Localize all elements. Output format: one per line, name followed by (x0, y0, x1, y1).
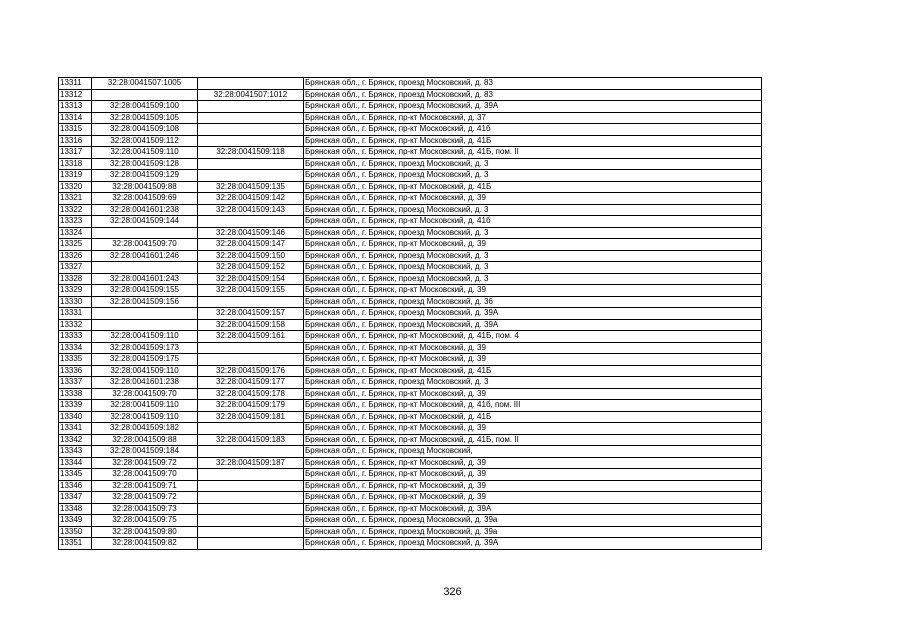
linked-cadastral-number-cell: 32:28:0041509:118 (198, 147, 304, 159)
row-number-cell: 13315 (59, 124, 92, 136)
table-row (59, 400, 762, 412)
cadastral-number-cell: 32:28:0041509:80 (92, 526, 198, 538)
address-cell: Брянская обл., г. Брянск, пр-кт Московский, д. 39 (304, 285, 762, 297)
address-cell: Брянская обл., г. Брянск, проезд Московский, д. 3 (304, 262, 762, 274)
cadastral-number-cell: 32:28:0041509:70 (92, 469, 198, 481)
linked-cadastral-number-cell: 32:28:0041509:183 (198, 434, 304, 446)
address-cell: Брянская обл., г. Брянск, проезд Московский, д. 39А (304, 319, 762, 331)
row-number-cell: 13321 (59, 193, 92, 205)
cadastral-number-cell: 32:28:0041601:238 (92, 377, 198, 389)
cadastral-number-cell: 32:28:0041509:156 (92, 296, 198, 308)
address-cell: Брянская обл., г. Брянск, пр-кт Московский, д. 41Б (304, 135, 762, 147)
address-cell: Брянская обл., г. Брянск, проезд Московский, д. 39а (304, 526, 762, 538)
linked-cadastral-number-cell: 32:28:0041507:1012 (198, 89, 304, 101)
address-cell: Брянская обл., г. Брянск, проезд Московский, д. 39А (304, 101, 762, 113)
table-row (59, 388, 762, 400)
table-row (59, 377, 762, 389)
table-row (59, 239, 762, 251)
row-number-cell: 13314 (59, 112, 92, 124)
page-number: 326 (443, 586, 462, 598)
address-cell: Брянская обл., г. Брянск, пр-кт Московский, д. 39 (304, 469, 762, 481)
cadastral-number-cell: 32:28:0041509:70 (92, 239, 198, 251)
cadastral-number-cell: 32:28:0041509:129 (92, 170, 198, 182)
row-number-cell: 13329 (59, 285, 92, 297)
linked-cadastral-number-cell (198, 538, 304, 550)
address-cell: Брянская обл., г. Брянск, пр-кт Московский, д. 39 (304, 388, 762, 400)
linked-cadastral-number-cell: 32:28:0041509:179 (198, 400, 304, 412)
table-row (59, 515, 762, 527)
cadastral-number-cell: 32:28:0041509:71 (92, 480, 198, 492)
cadastral-number-cell: 32:28:0041509:128 (92, 158, 198, 170)
table-row (59, 319, 762, 331)
linked-cadastral-number-cell: 32:28:0041509:150 (198, 250, 304, 262)
row-number-cell: 13316 (59, 135, 92, 147)
linked-cadastral-number-cell (198, 124, 304, 136)
linked-cadastral-number-cell (198, 78, 304, 90)
address-cell: Брянская обл., г. Брянск, проезд Московский, д. 83 (304, 89, 762, 101)
linked-cadastral-number-cell: 32:28:0041509:177 (198, 377, 304, 389)
cadastral-number-cell: 32:28:0041509:108 (92, 124, 198, 136)
table-row (59, 262, 762, 274)
row-number-cell: 13337 (59, 377, 92, 389)
linked-cadastral-number-cell (198, 296, 304, 308)
table-row (59, 147, 762, 159)
table-row (59, 78, 762, 90)
cadastral-number-cell: 32:28:0041601:246 (92, 250, 198, 262)
registry-table (58, 77, 762, 550)
linked-cadastral-number-cell: 32:28:0041509:152 (198, 262, 304, 274)
linked-cadastral-number-cell: 32:28:0041509:155 (198, 285, 304, 297)
address-cell: Брянская обл., г. Брянск, проезд Московский, д. 39А (304, 308, 762, 320)
row-number-cell: 13322 (59, 204, 92, 216)
linked-cadastral-number-cell: 32:28:0041509:176 (198, 365, 304, 377)
address-cell: Брянская обл., г. Брянск, пр-кт Московский, д. 39 (304, 457, 762, 469)
address-cell: Брянская обл., г. Брянск, пр-кт Московский, д. 39А (304, 503, 762, 515)
table-row (59, 124, 762, 136)
table-row (59, 480, 762, 492)
cadastral-number-cell: 32:28:0041509:69 (92, 193, 198, 205)
table-row (59, 503, 762, 515)
address-cell: Брянская обл., г. Брянск, проезд Московский, д. 39А (304, 538, 762, 550)
linked-cadastral-number-cell (198, 101, 304, 113)
table-row (59, 331, 762, 343)
address-cell: Брянская обл., г. Брянск, проезд Московский, д. 39а (304, 515, 762, 527)
row-number-cell: 13351 (59, 538, 92, 550)
cadastral-number-cell: 32:28:0041509:112 (92, 135, 198, 147)
row-number-cell: 13349 (59, 515, 92, 527)
linked-cadastral-number-cell (198, 158, 304, 170)
row-number-cell: 13332 (59, 319, 92, 331)
linked-cadastral-number-cell: 32:28:0041509:135 (198, 181, 304, 193)
cadastral-number-cell: 32:28:0041509:72 (92, 457, 198, 469)
table-row (59, 273, 762, 285)
address-cell: Брянская обл., г. Брянск, проезд Московский, д. 3 (304, 170, 762, 182)
address-cell: Брянская обл., г. Брянск, пр-кт Московский, д. 39 (304, 193, 762, 205)
table-row (59, 365, 762, 377)
cadastral-number-cell: 32:28:0041507:1005 (92, 78, 198, 90)
linked-cadastral-number-cell (198, 354, 304, 366)
linked-cadastral-number-cell: 32:28:0041509:187 (198, 457, 304, 469)
cadastral-number-cell (92, 89, 198, 101)
linked-cadastral-number-cell (198, 492, 304, 504)
linked-cadastral-number-cell: 32:28:0041509:146 (198, 227, 304, 239)
linked-cadastral-number-cell (198, 135, 304, 147)
row-number-cell: 13326 (59, 250, 92, 262)
cadastral-number-cell: 32:28:0041509:75 (92, 515, 198, 527)
row-number-cell: 13311 (59, 78, 92, 90)
table-row (59, 112, 762, 124)
cadastral-number-cell: 32:28:0041509:72 (92, 492, 198, 504)
cadastral-number-cell: 32:28:0041509:110 (92, 331, 198, 343)
table-row (59, 538, 762, 550)
cadastral-number-cell: 32:28:0041509:155 (92, 285, 198, 297)
cadastral-number-cell: 32:28:0041509:88 (92, 181, 198, 193)
cadastral-number-cell: 32:28:0041509:182 (92, 423, 198, 435)
address-cell: Брянская обл., г. Брянск, пр-кт Московский, д. 39 (304, 480, 762, 492)
address-cell: Брянская обл., г. Брянск, пр-кт Московский, д. 39 (304, 492, 762, 504)
address-cell: Брянская обл., г. Брянск, пр-кт Московский, д. 39 (304, 423, 762, 435)
row-number-cell: 13319 (59, 170, 92, 182)
table-row (59, 446, 762, 458)
table-row (59, 354, 762, 366)
row-number-cell: 13324 (59, 227, 92, 239)
address-cell: Брянская обл., г. Брянск, пр-кт Московский, д. 41б (304, 124, 762, 136)
cadastral-number-cell (92, 319, 198, 331)
cadastral-number-cell (92, 262, 198, 274)
linked-cadastral-number-cell (198, 216, 304, 228)
row-number-cell: 13345 (59, 469, 92, 481)
table-row (59, 204, 762, 216)
row-number-cell: 13340 (59, 411, 92, 423)
address-cell: Брянская обл., г. Брянск, пр-кт Московский, д. 41Б (304, 181, 762, 193)
row-number-cell: 13339 (59, 400, 92, 412)
row-number-cell: 13348 (59, 503, 92, 515)
linked-cadastral-number-cell (198, 423, 304, 435)
cadastral-number-cell: 32:28:0041509:110 (92, 147, 198, 159)
table-row (59, 101, 762, 113)
linked-cadastral-number-cell: 32:28:0041509:143 (198, 204, 304, 216)
table-row (59, 457, 762, 469)
row-number-cell: 13343 (59, 446, 92, 458)
cadastral-number-cell (92, 227, 198, 239)
linked-cadastral-number-cell: 32:28:0041509:178 (198, 388, 304, 400)
cadastral-number-cell: 32:28:0041509:73 (92, 503, 198, 515)
cadastral-number-cell: 32:28:0041601:238 (92, 204, 198, 216)
address-cell: Брянская обл., г. Брянск, проезд Московский, д. 3 (304, 158, 762, 170)
row-number-cell: 13330 (59, 296, 92, 308)
table-row (59, 135, 762, 147)
linked-cadastral-number-cell: 32:28:0041509:157 (198, 308, 304, 320)
cadastral-number-cell: 32:28:0041509:110 (92, 400, 198, 412)
row-number-cell: 13342 (59, 434, 92, 446)
table-row (59, 216, 762, 228)
table-row (59, 423, 762, 435)
row-number-cell: 13336 (59, 365, 92, 377)
table-row (59, 89, 762, 101)
address-cell: Брянская обл., г. Брянск, пр-кт Московский, д. 41Б (304, 365, 762, 377)
cadastral-number-cell: 32:28:0041509:110 (92, 411, 198, 423)
row-number-cell: 13320 (59, 181, 92, 193)
cadastral-number-cell: 32:28:0041509:173 (92, 342, 198, 354)
row-number-cell: 13327 (59, 262, 92, 274)
row-number-cell: 13335 (59, 354, 92, 366)
table-row (59, 158, 762, 170)
row-number-cell: 13334 (59, 342, 92, 354)
linked-cadastral-number-cell (198, 526, 304, 538)
cadastral-number-cell: 32:28:0041509:184 (92, 446, 198, 458)
table-row (59, 308, 762, 320)
linked-cadastral-number-cell (198, 170, 304, 182)
address-cell: Брянская обл., г. Брянск, пр-кт Московский, д. 41Б, пом. II (304, 147, 762, 159)
address-cell: Брянская обл., г. Брянск, проезд Московский, д. 3 (304, 377, 762, 389)
linked-cadastral-number-cell (198, 515, 304, 527)
cadastral-number-cell: 32:28:0041509:70 (92, 388, 198, 400)
linked-cadastral-number-cell (198, 446, 304, 458)
linked-cadastral-number-cell (198, 503, 304, 515)
table-row (59, 250, 762, 262)
address-cell: Брянская обл., г. Брянск, пр-кт Московский, д. 41Б (304, 411, 762, 423)
row-number-cell: 13328 (59, 273, 92, 285)
address-cell: Брянская обл., г. Брянск, проезд Московский, д. 3 (304, 227, 762, 239)
row-number-cell: 13347 (59, 492, 92, 504)
table-row (59, 227, 762, 239)
cadastral-number-cell: 32:28:0041509:100 (92, 101, 198, 113)
row-number-cell: 13346 (59, 480, 92, 492)
address-cell: Брянская обл., г. Брянск, проезд Московский, д. 3 (304, 250, 762, 262)
address-cell: Брянская обл., г. Брянск, пр-кт Московский, д. 39 (304, 354, 762, 366)
address-cell: Брянская обл., г. Брянск, проезд Московский, д. 36 (304, 296, 762, 308)
address-cell: Брянская обл., г. Брянск, проезд Московский, д. 83 (304, 78, 762, 90)
table-row (59, 181, 762, 193)
table-row (59, 285, 762, 297)
linked-cadastral-number-cell (198, 480, 304, 492)
linked-cadastral-number-cell: 32:28:0041509:147 (198, 239, 304, 251)
linked-cadastral-number-cell: 32:28:0041509:158 (198, 319, 304, 331)
linked-cadastral-number-cell (198, 112, 304, 124)
row-number-cell: 13344 (59, 457, 92, 469)
row-number-cell: 13333 (59, 331, 92, 343)
cadastral-number-cell: 32:28:0041509:175 (92, 354, 198, 366)
table-row (59, 492, 762, 504)
table-row (59, 193, 762, 205)
linked-cadastral-number-cell: 32:28:0041509:181 (198, 411, 304, 423)
cadastral-number-cell: 32:28:0041509:88 (92, 434, 198, 446)
linked-cadastral-number-cell: 32:28:0041509:161 (198, 331, 304, 343)
table-row (59, 170, 762, 182)
address-cell: Брянская обл., г. Брянск, пр-кт Московский, д. 41Б, пом. 4 (304, 331, 762, 343)
cadastral-number-cell: 32:28:0041601:243 (92, 273, 198, 285)
address-cell: Брянская обл., г. Брянск, пр-кт Московский, д. 41б, пом. III (304, 400, 762, 412)
address-cell: Брянская обл., г. Брянск, проезд Московский, д. 3 (304, 273, 762, 285)
address-cell: Брянская обл., г. Брянск, пр-кт Московский, д. 41б (304, 216, 762, 228)
row-number-cell: 13331 (59, 308, 92, 320)
row-number-cell: 13313 (59, 101, 92, 113)
table-row (59, 434, 762, 446)
table-row (59, 526, 762, 538)
row-number-cell: 13318 (59, 158, 92, 170)
row-number-cell: 13325 (59, 239, 92, 251)
cadastral-number-cell: 32:28:0041509:110 (92, 365, 198, 377)
table-row (59, 411, 762, 423)
cadastral-number-cell: 32:28:0041509:82 (92, 538, 198, 550)
address-cell: Брянская обл., г. Брянск, пр-кт Московский, д. 39 (304, 342, 762, 354)
address-cell: Брянская обл., г. Брянск, пр-кт Московский, д. 41Б, пом. II (304, 434, 762, 446)
linked-cadastral-number-cell: 32:28:0041509:142 (198, 193, 304, 205)
cadastral-number-cell: 32:28:0041509:105 (92, 112, 198, 124)
linked-cadastral-number-cell (198, 469, 304, 481)
row-number-cell: 13317 (59, 147, 92, 159)
row-number-cell: 13341 (59, 423, 92, 435)
table-row (59, 342, 762, 354)
linked-cadastral-number-cell (198, 342, 304, 354)
address-cell: Брянская обл., г. Брянск, проезд Московский, д. 3 (304, 204, 762, 216)
row-number-cell: 13350 (59, 526, 92, 538)
table-row (59, 469, 762, 481)
address-cell: Брянская обл., г. Брянск, пр-кт Московский, д. 37 (304, 112, 762, 124)
table-body (59, 78, 762, 550)
address-cell: Брянская обл., г. Брянск, пр-кт Московский, д. 39 (304, 239, 762, 251)
cadastral-number-cell: 32:28:0041509:144 (92, 216, 198, 228)
address-cell: Брянская обл., г. Брянск, проезд Московский, (304, 446, 762, 458)
linked-cadastral-number-cell: 32:28:0041509:154 (198, 273, 304, 285)
row-number-cell: 13312 (59, 89, 92, 101)
row-number-cell: 13323 (59, 216, 92, 228)
row-number-cell: 13338 (59, 388, 92, 400)
cadastral-number-cell (92, 308, 198, 320)
table-row (59, 296, 762, 308)
